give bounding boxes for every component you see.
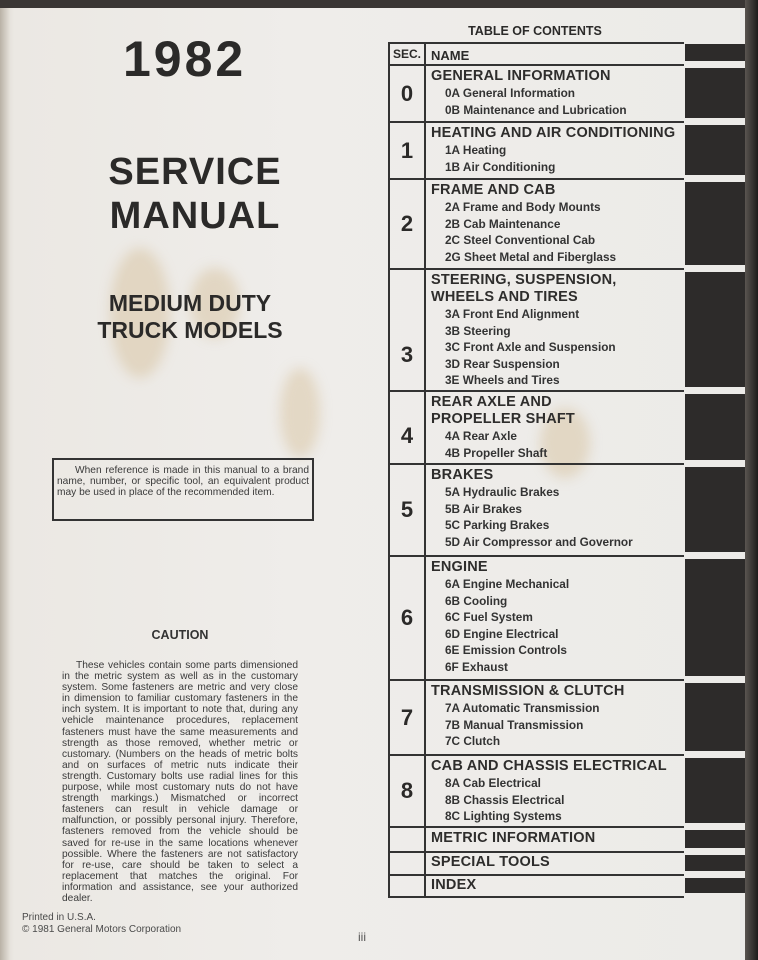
caution-heading: CAUTION (151, 628, 209, 642)
section-number (390, 853, 426, 874)
toc-row[interactable] (390, 756, 684, 828)
subsection-item[interactable]: 6F Exhaust (445, 659, 508, 674)
section-title[interactable]: STEERING, SUSPENSION, WHEELS AND TIRES (431, 272, 617, 305)
section-name-cell (426, 123, 684, 178)
cover-subtitle (40, 290, 340, 344)
title-line: MANUAL (109, 195, 281, 237)
equivalent-product-notice (52, 458, 314, 521)
subsection-item[interactable]: 2B Cab Maintenance (445, 216, 561, 231)
notice-text: When reference is made in this manual to a brand name, number, or specific tool, an equivalent product may be used in place of the recommended item. (57, 465, 309, 498)
subsection-item[interactable]: 0A General Information (445, 86, 576, 100)
subsection-item[interactable]: 3A Front End Alignment (445, 307, 580, 321)
toc-header-row (390, 42, 684, 66)
header-name: NAME (431, 48, 470, 63)
section-title[interactable]: TRANSMISSION & CLUTCH (431, 683, 625, 699)
section-title[interactable]: METRIC INFORMATION (431, 830, 596, 846)
subsection-item[interactable]: 2G Sheet Metal and Fiberglass (445, 249, 617, 264)
section-number: 0 (390, 66, 426, 121)
subsection-item[interactable]: 6D Engine Electrical (445, 626, 559, 641)
page-binding-edge (0, 8, 10, 960)
subsection-item[interactable]: 3E Wheels and Tires (445, 373, 560, 387)
section-title[interactable]: SPECIAL TOOLS (431, 854, 550, 870)
subsection-item[interactable]: 5D Air Compressor and Governor (445, 534, 633, 549)
section-number (390, 876, 426, 896)
subsection-item[interactable]: 5B Air Brakes (445, 501, 522, 516)
toc-row[interactable] (390, 123, 684, 180)
section-title[interactable]: HEATING AND AIR CONDITIONING (431, 125, 676, 141)
subsection-item[interactable]: 2C Steel Conventional Cab (445, 233, 596, 247)
toc-title: TABLE OF CONTENTS (468, 24, 602, 38)
subsection-item[interactable]: 8A Cab Electrical (445, 776, 541, 790)
printed-in: Printed in U.S.A. (22, 912, 96, 923)
subsection-item[interactable]: 3B Steering (445, 323, 511, 338)
toc-row[interactable] (390, 828, 684, 853)
subsection-item[interactable]: 0B Maintenance and Lubrication (445, 102, 627, 117)
subsection-item[interactable]: 5A Hydraulic Brakes (445, 485, 560, 499)
cover-title (60, 150, 330, 238)
table-of-contents (388, 42, 684, 898)
toc-row[interactable] (390, 557, 684, 681)
subsection-item[interactable]: 3D Rear Suspension (445, 356, 560, 371)
thumb-tab[interactable] (685, 855, 745, 871)
title-line: SERVICE (108, 151, 282, 193)
page-number: iii (358, 930, 366, 944)
subtitle-line: TRUCK MODELS (97, 317, 283, 343)
subsection-item[interactable]: 2A Frame and Body Mounts (445, 200, 601, 214)
toc-row[interactable] (390, 681, 684, 756)
thumb-tab[interactable] (685, 830, 745, 848)
section-name-cell (426, 876, 684, 896)
thumb-tab[interactable] (685, 182, 745, 265)
thumb-tab[interactable] (685, 68, 745, 118)
section-number: 8 (390, 756, 426, 826)
header-sec: SEC. (390, 44, 426, 64)
subsection-item[interactable]: 5C Parking Brakes (445, 518, 550, 532)
section-title[interactable]: REAR AXLE AND PROPELLER SHAFT (431, 394, 575, 427)
water-stain (280, 368, 320, 458)
section-title[interactable]: FRAME AND CAB (431, 182, 556, 198)
section-title[interactable]: BRAKES (431, 467, 494, 483)
subsection-item[interactable]: 6C Fuel System (445, 610, 533, 624)
section-title[interactable]: INDEX (431, 877, 477, 893)
thumb-tab[interactable] (685, 559, 745, 676)
subsection-item[interactable]: 3C Front Axle and Suspension (445, 340, 616, 354)
caution-text: These vehicles contain some parts dimensioned in the metric system as well as in the customary system. Some fasteners are metric and very close in dimension to familiar customary fasteners in the inch system. It is important to note that, during any vehicle maintenance procedures, replacement fasteners must have the same measurements and strength as those removed, whether metric or customary. (Numbers on the heads of metric bolts and on surfaces of metric nuts indicate their strength. Customary bolts use radial lines for this purpose, while most customary nuts do not have strength markings.) Mismatched or incorrect fasteners can result in vehicle damage or malfunction, or possibly personal injury. Therefore, fasteners removed from the vehicle should be saved for re-use in the same locations whenever possible. Where the fasteners are not satisfactory for re-use, care should be taken to select a replacement that matches the original. For information and assistance, see your authorized dealer. (62, 660, 298, 904)
section-name-cell (426, 66, 684, 121)
subsection-item[interactable]: 7A Automatic Transmission (445, 701, 600, 715)
section-title[interactable]: GENERAL INFORMATION (431, 68, 611, 84)
section-name-cell (426, 465, 684, 555)
toc-row[interactable] (390, 876, 684, 898)
subsection-item[interactable]: 7B Manual Transmission (445, 717, 584, 732)
section-number: 6 (390, 557, 426, 679)
thumb-tab[interactable] (685, 394, 745, 460)
printing-info (22, 912, 181, 936)
section-number: 5 (390, 465, 426, 555)
section-title[interactable]: CAB AND CHASSIS ELECTRICAL (431, 758, 667, 774)
section-name-cell (426, 828, 684, 851)
section-title[interactable]: ENGINE (431, 559, 488, 575)
subsection-item[interactable]: 1A Heating (445, 143, 507, 157)
section-name-cell (426, 557, 684, 679)
thumb-tab[interactable] (685, 758, 745, 823)
cover-year: 1982 (123, 31, 247, 87)
thumb-tab[interactable] (685, 878, 745, 893)
subsection-item[interactable]: 6B Cooling (445, 593, 508, 608)
subsection-item[interactable]: 8B Chassis Electrical (445, 792, 565, 807)
subsection-item[interactable]: 8C Lighting Systems (445, 809, 562, 823)
toc-row[interactable] (390, 66, 684, 123)
copyright: © 1981 General Motors Corporation (22, 924, 182, 935)
thumb-tab (685, 44, 745, 61)
section-number (390, 828, 426, 851)
subtitle-line: MEDIUM DUTY (108, 290, 272, 316)
section-name-cell (426, 180, 684, 268)
section-name-cell (426, 270, 684, 390)
thumb-tab[interactable] (685, 683, 745, 751)
subsection-item[interactable]: 7C Clutch (445, 734, 501, 748)
section-number: 2 (390, 180, 426, 268)
thumb-tab[interactable] (685, 125, 745, 175)
section-number: 3 (390, 270, 426, 390)
toc-row[interactable] (390, 180, 684, 270)
toc-row[interactable] (390, 465, 684, 557)
section-number: 4 (390, 392, 426, 463)
section-name-cell (426, 853, 684, 874)
subsection-item[interactable]: 6A Engine Mechanical (445, 577, 570, 591)
thumb-tab[interactable] (685, 467, 745, 552)
subsection-item[interactable]: 6E Emission Controls (445, 643, 567, 657)
subsection-item[interactable]: 4A Rear Axle (445, 429, 517, 443)
section-name-cell (426, 756, 684, 826)
toc-row[interactable] (390, 853, 684, 876)
thumb-tab[interactable] (685, 272, 745, 387)
page-edge-shadow (745, 0, 758, 960)
section-name-cell (426, 681, 684, 754)
toc-row[interactable] (390, 270, 684, 392)
section-number: 1 (390, 123, 426, 178)
section-name-cell (426, 392, 684, 463)
toc-row[interactable] (390, 392, 684, 465)
section-number: 7 (390, 681, 426, 754)
subsection-item[interactable]: 4B Propeller Shaft (445, 445, 548, 460)
subsection-item[interactable]: 1B Air Conditioning (445, 159, 556, 174)
